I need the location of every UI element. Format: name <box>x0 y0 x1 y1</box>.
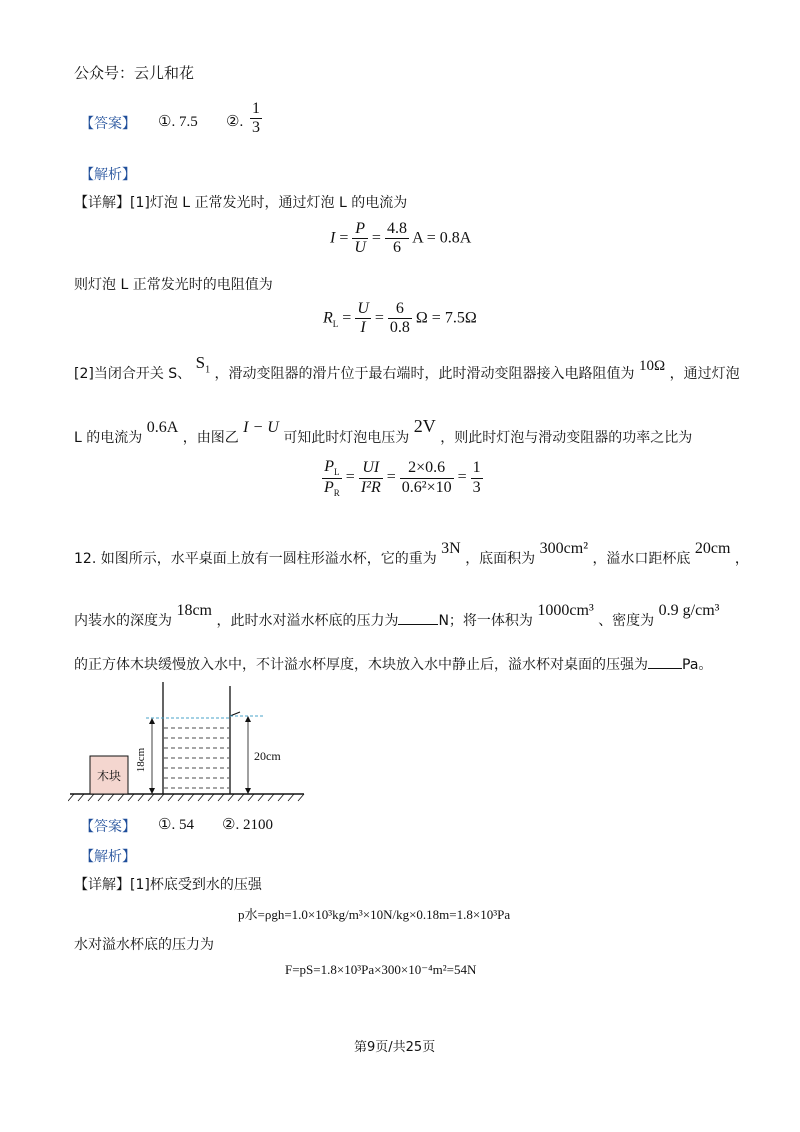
answer-2-fraction: $\frac{1}{3}$ <box>252 100 260 137</box>
account-label: 公众号：云儿和花 <box>74 64 195 82</box>
answer-1: ①. 7.5 <box>158 114 198 130</box>
detail-line-2: 则灯泡 L 正常发光时的电阻值为 <box>74 277 273 293</box>
cup-spout <box>230 712 240 716</box>
equation-pressure: p水=ρgh=1.0×10³kg/m³×10N/kg×0.18m=1.8×10³Pa <box>238 907 511 922</box>
answer-blank-2[interactable] <box>648 656 682 669</box>
overflow-cup-figure <box>68 680 308 802</box>
table-hatch <box>68 794 304 801</box>
question-12-line-1: 12. 如图所示，水平桌面上放有一圆柱形溢水杯，它的重为 3N ，底面积为 300cm² ，溢水口距杯底 20cm ， <box>74 540 749 567</box>
answer-tag-12: 【答案】 <box>80 819 136 835</box>
analysis-tag-12: 【解析】 <box>80 849 136 865</box>
detail-12-line-1: 【详解】[1]杯底受到水的压强 <box>74 877 262 893</box>
question-12-line-3: 的正方体木块缓慢放入水中，不计溢水杯厚度，木块放入水中静止后，溢水杯对桌面的压强为 Pa。 <box>74 657 713 673</box>
detail-12-line-2: 水对溢水杯底的压力为 <box>74 937 214 953</box>
answer-12-1: ①. 54 <box>158 817 194 833</box>
equation-force: F=pS=1.8×10³Pa×300×10⁻⁴m²=54N <box>285 962 477 977</box>
answer-blank-1[interactable] <box>398 612 438 625</box>
equation-resistance: $R_L$ = $\frac{U}{I}$ = $\frac{6}{0.8}$ Ω = 7.5Ω <box>323 300 477 337</box>
detail-line-4: L 的电流为 0.6A ，由图乙 I − U 可知此时灯泡电压为 2V ，则此时灯泡与滑动变阻器的功率之比为 <box>74 416 693 446</box>
analysis-tag: 【解析】 <box>80 167 136 183</box>
equation-current: I = $\frac{P}{U}$ = $\frac{4.8}{6}$ A = 0.8A <box>330 220 472 257</box>
detail-line-3: [2]当闭合开关 S、 $S_1$ ，滑动变阻器的滑片位于最右端时，此时滑动变阻器接入电路阻值为 10Ω ，通过灯泡 <box>74 353 740 382</box>
answer-2-prefix: ②. <box>226 114 244 130</box>
answer-tag: 【答案】 <box>80 116 136 132</box>
depth-label: 18cm <box>135 747 147 773</box>
answer-12-2: ②. 2100 <box>222 817 273 833</box>
detail-line-1: 【详解】[1]灯泡 L 正常发光时，通过灯泡 L 的电流为 <box>74 195 408 211</box>
water-lines <box>164 728 229 788</box>
page-number: 第9页/共25页 <box>354 1040 436 1055</box>
wood-block-label: 木块 <box>96 769 122 783</box>
question-12-line-2: 内装水的深度为 18cm ，此时水对溢水杯底的压力为 N；将一体积为 1000cm³ 、密度为 0.9 g/cm³ <box>74 602 720 629</box>
equation-power-ratio: $\frac{P_L}{P_R}$ = $\frac{UI}{\text{I²R}}$ = $\frac{2\times 0.6}{\text{0.6²×10}}$ = $\frac{1}{3}$ <box>324 458 481 498</box>
height-label: 20cm <box>254 749 281 763</box>
